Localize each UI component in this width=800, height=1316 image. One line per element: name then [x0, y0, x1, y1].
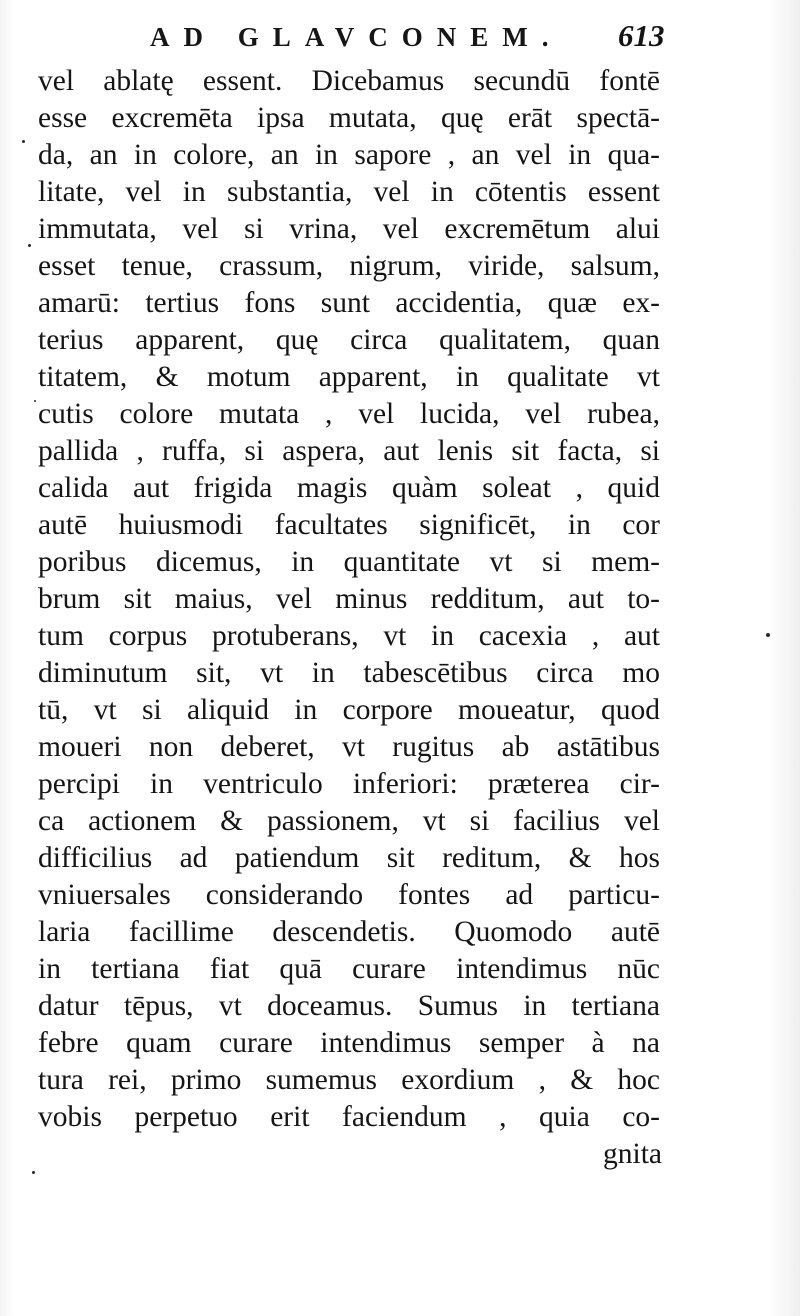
text-line: cutis colore mutata , vel lucida, vel rubea,	[38, 398, 660, 430]
running-head	[0, 18, 800, 58]
text-line: difficilius ad patiendum sit reditum, & hos	[38, 842, 660, 874]
text-line: ca actionem & passionem, vt si facilius vel	[38, 805, 660, 837]
text-line: laria facillime descendetis. Quomodo autē	[38, 916, 660, 948]
text-line: vel ablatę essent. Dicebamus secundū fontē	[38, 65, 660, 97]
text-line: febre quam curare intendimus semper à na	[38, 1027, 660, 1059]
text-line: percipi in ventriculo inferiori: præterea cir-	[38, 768, 660, 800]
catchword: gnita	[603, 1138, 662, 1170]
text-line: titatem, & motum apparent, in qualitate vt	[38, 361, 660, 393]
text-line: da, an in colore, an in sapore , an vel in qua-	[38, 139, 660, 171]
text-line: diminutum sit, vt in tabescētibus circa mo	[38, 657, 660, 689]
text-line: pallida , ruffa, si aspera, aut lenis sit facta, si	[38, 435, 660, 467]
ink-speck	[34, 400, 36, 402]
text-line: autē huiusmodi facultates significēt, in cor	[38, 509, 660, 541]
text-line: poribus dicemus, in quantitate vt si mem-	[38, 546, 660, 578]
text-line: tum corpus protuberans, vt in cacexia , aut	[38, 620, 660, 652]
text-line: esset tenue, crassum, nigrum, viride, salsum,	[38, 250, 660, 282]
text-line: datur tēpus, vt doceamus. Sumus in tertiana	[38, 990, 660, 1022]
text-line: terius apparent, quę circa qualitatem, quan	[38, 324, 660, 356]
text-line: litate, vel in substantia, vel in cōtentis essent	[38, 176, 660, 208]
ink-speck	[32, 1171, 35, 1174]
text-line: vniuersales considerando fontes ad particu-	[38, 879, 660, 911]
page-number: 613	[618, 18, 665, 53]
text-line: esse excremēta ipsa mutata, quę erāt spectā-	[38, 102, 660, 134]
text-line: moueri non deberet, vt rugitus ab astātibus	[38, 731, 660, 763]
ink-speck	[28, 244, 31, 247]
text-line: tū, vt si aliquid in corpore moueatur, quod	[38, 694, 660, 726]
text-line: tura rei, primo sumemus exordium , & hoc	[38, 1064, 660, 1096]
ink-speck	[766, 633, 770, 637]
text-line: brum sit maius, vel minus redditum, aut to-	[38, 583, 660, 615]
ink-speck	[22, 140, 25, 143]
text-line: calida aut frigida magis quàm soleat , quid	[38, 472, 660, 504]
text-line: in tertiana fiat quā curare intendimus nūc	[38, 953, 660, 985]
running-title: AD GLAVCONEM.	[150, 22, 563, 52]
text-line: vobis perpetuo erit faciendum , quia co-	[38, 1101, 660, 1133]
text-line: immutata, vel si vrina, vel excremētum alui	[38, 213, 660, 245]
text-line: amarū: tertius fons sunt accidentia, quæ ex-	[38, 287, 660, 319]
